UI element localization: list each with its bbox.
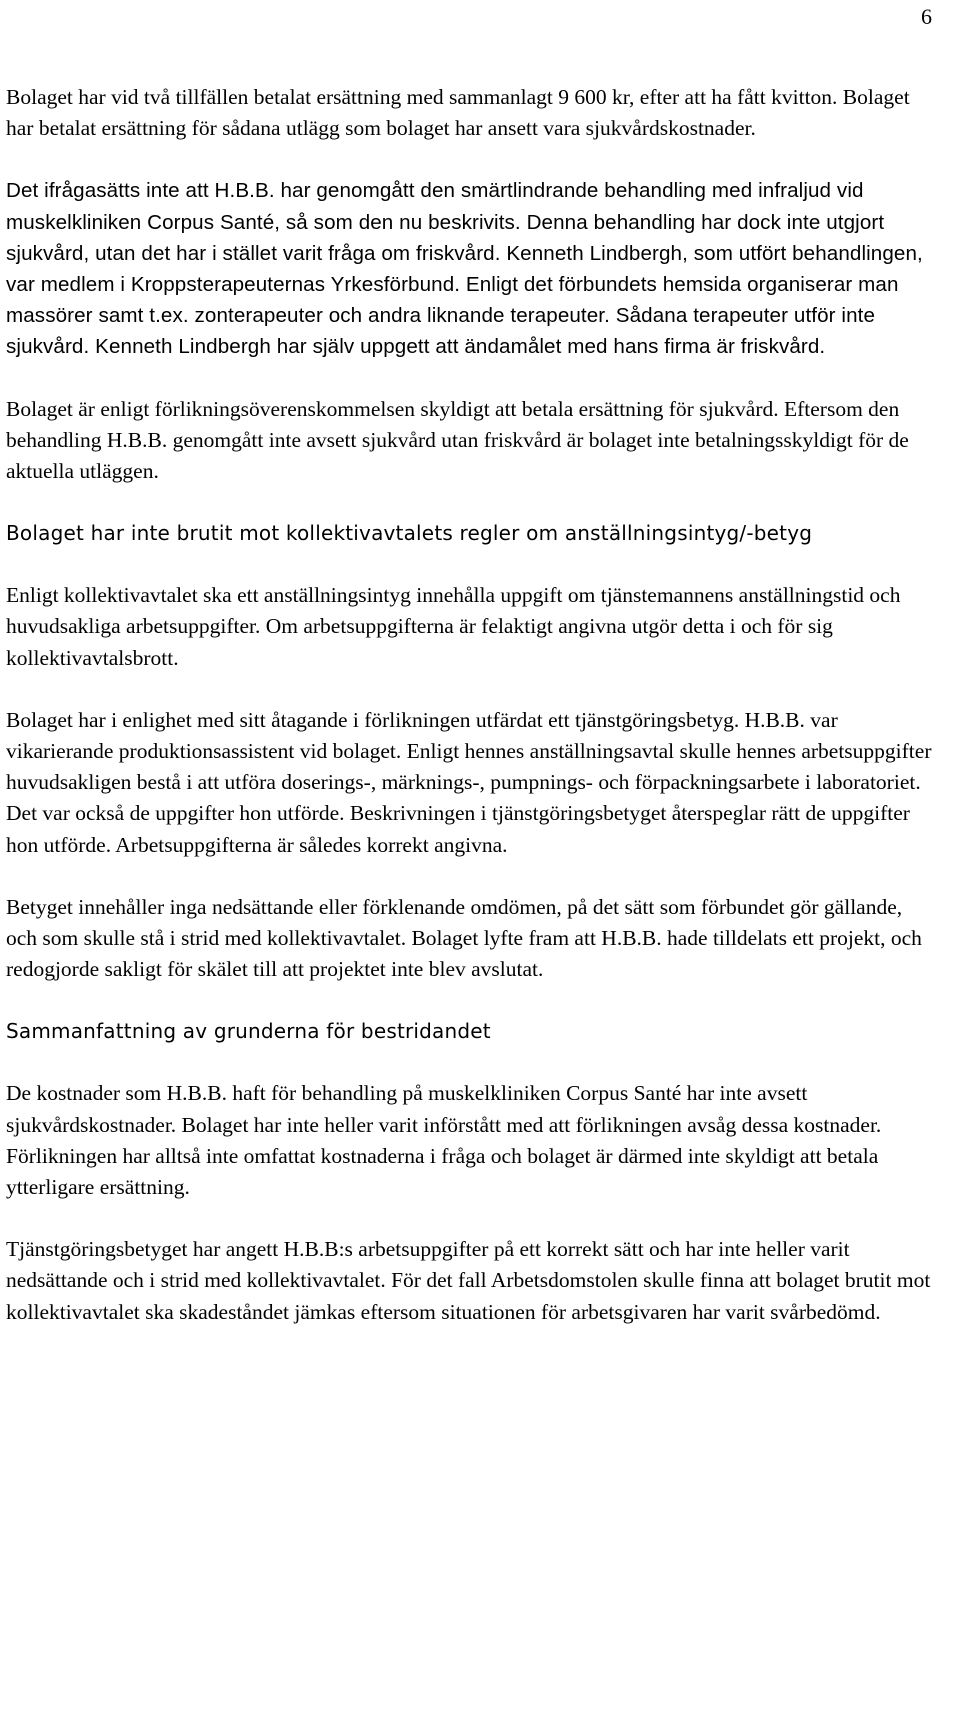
paragraph-settlement-obligation: Bolaget är enligt förlikningsöverenskommelsen skyldigt att betala ersättning för sjukvård. Eftersom den behandling H.B.B. genomgått inte avsett sjukvård utan friskvård är bolaget inte betalningsskyldigt för de aktuella utläggen. [6, 396, 909, 484]
paragraph-collective-agreement: Enligt kollektivavtalet ska ett anställningsintyg innehålla uppgift om tjänstemannens anställningstid och huvudsakliga arbetsuppgifter. Om arbetsuppgifterna är felaktigt angivna utgör detta i och för sig kollektivavtalsbrott. [6, 583, 901, 670]
paragraph-treatment-wellness: Det ifrågasätts inte att H.B.B. har genomgått den smärtlindrande behandling med infraljud vid muskelkliniken Corpus Santé, så som den nu beskrivits. Denna behandling har dock inte utgjort sjukvård, utan det har i stället varit fråga om friskvård. Kenneth Lindbergh, som utfört behandlingen, var medlem i Kroppsterapeuternas Yrkesförbund. Enligt det förbundets hemsida organiserar man massörer samt t.ex. zonterapeuter och andra liknande terapeuter. Sådana terapeuter utför inte sjukvård. Kenneth Lindbergh har själv uppgett att ändamålet med hans firma är friskvård. [6, 179, 923, 359]
document-body [6, 82, 936, 1328]
paragraph-reimbursement: Bolaget har vid två tillfällen betalat ersättning med sammanlagt 9 600 kr, efter att ha fått kvitton. Bolaget har betalat ersättning för sådana utlägg som bolaget har ansett vara sjukvårdskostnader. [6, 85, 910, 141]
paragraph-service-certificate: Bolaget har i enlighet med sitt åtagande i förlikningen utfärdat ett tjänstgöringsbetyg. H.B.B. var vikarierande produktionsassistent vid bolaget. Enligt hennes anställningsavtal skulle hennes arbetsuppgifter huvudsakligen bestå i att utföra doserings-, märknings-, pumpnings- och förpackningsarbete i laboratoriet. Det var också de uppgifter hon utförde. Beskrivningen i tjänstgöringsbetyget återspeglar rätt de uppgifter hon utförde. Arbetsuppgifterna är således korrekt angivna. [6, 707, 932, 857]
section-heading-summary: Sammanfattning av grunderna för bestridandet [6, 1019, 491, 1044]
page-number: 6 [921, 4, 932, 29]
paragraph-certificate-assessment: Betyget innehåller inga nedsättande eller förklenande omdömen, på det sätt som förbundet gör gällande, och som skulle stå i strid med kollektivavtalet. Bolaget lyfte fram att H.B.B. hade tilldelats ett projekt, och redogjorde sakligt för skälet till att projektet inte blev avslutat. [6, 894, 922, 982]
paragraph-summary-costs: De kostnader som H.B.B. haft för behandling på muskelkliniken Corpus Santé har inte avsett sjukvårdskostnader. Bolaget har inte heller varit införstått med att förlikningen avsåg dessa kostnader. Förlikningen har alltså inte omfattat kostnaderna i fråga och bolaget är därmed inte skyldigt att betala ytterligare ersättning. [6, 1081, 882, 1200]
paragraph-summary-certificate: Tjänstgöringsbetyget har angett H.B.B:s arbetsuppgifter på ett korrekt sätt och har inte heller varit nedsättande och i strid med kollektivavtalet. För det fall Arbetsdomstolen skulle finna att bolaget brutit mot kollektivavtalet ska skadeståndet jämkas eftersom situationen för arbetsgivaren har varit svårbedömd. [6, 1237, 931, 1324]
section-heading-certificate: Bolaget har inte brutit mot kollektivavtalets regler om anställningsintyg/-betyg [6, 521, 813, 546]
